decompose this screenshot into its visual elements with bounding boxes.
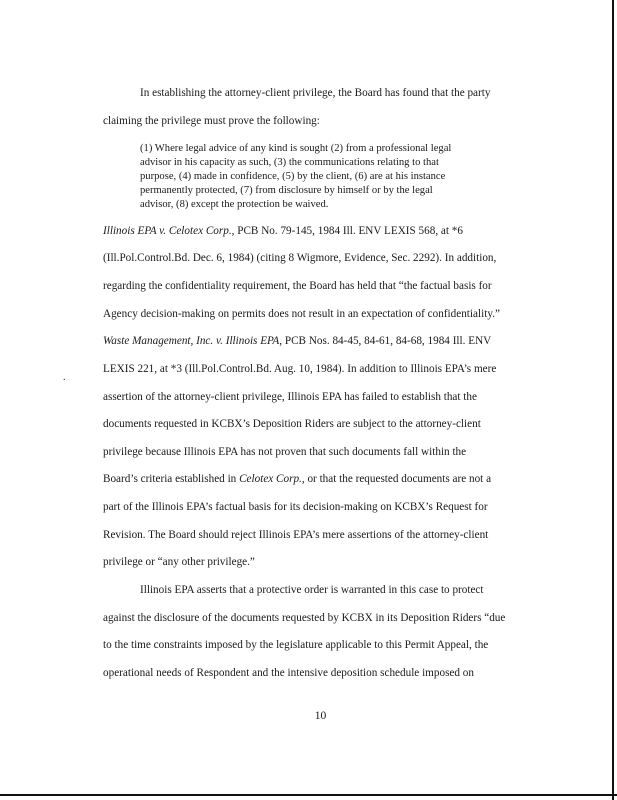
body-line: regarding the confidentiality requirement, the Board has held that “the factual basis for — [103, 280, 492, 292]
body-line: privilege because Illinois EPA has not proven that such documents fall within the — [103, 446, 467, 458]
body-line: In establishing the attorney-client privilege, the Board has found that the party — [140, 87, 491, 99]
case-name: Celotex Corp. — [239, 473, 302, 485]
body-line: part of the Illinois EPA’s factual basis for its decision-making on KCBX’s Request for — [103, 501, 488, 513]
body-line: assertion of the attorney-client privilege, Illinois EPA has failed to establish that the — [103, 391, 477, 403]
body-line: against the disclosure of the documents requested by KCBX in its Deposition Riders “due — [103, 612, 506, 624]
page-edge-right — [612, 0, 614, 800]
body-line: privilege or “any other privilege.” — [103, 556, 255, 568]
block-quote-line: purpose, (4) made in confidence, (5) by the client, (6) are at his instance — [140, 171, 446, 182]
body-line: (Ill.Pol.Control.Bd. Dec. 6, 1984) (citing 8 Wigmore, Evidence, Sec. 2292). In addition, — [103, 252, 497, 264]
page-edge-bottom — [0, 794, 617, 796]
body-line: Board’s criteria established in Celotex Corp., or that the requested documents are not a — [103, 473, 492, 485]
body-line: Agency decision-making on permits does not result in an expectation of confidentiality.” — [103, 308, 500, 320]
body-line: Illinois EPA asserts that a protective order is warranted in this case to protect — [140, 584, 484, 596]
case-name: Waste Management, Inc. v. Illinois EPA — [103, 335, 280, 347]
body-line: Waste Management, Inc. v. Illinois EPA, PCB Nos. 84-45, 84-61, 84-68, 1984 Ill. ENV — [103, 335, 492, 347]
body-line: Revision. The Board should reject Illinois EPA’s mere assertions of the attorney-client — [103, 529, 489, 541]
case-name: Illinois EPA v. Celotex Corp. — [103, 225, 232, 237]
body-line: documents requested in KCBX’s Deposition Riders are subject to the attorney-client — [103, 418, 481, 430]
block-quote-line: advisor in his capacity as such, (3) the communications relating to that — [140, 157, 439, 168]
block-quote-line: permanently protected, (7) from disclosure by himself or by the legal — [140, 185, 433, 196]
body-line: to the time constraints imposed by the legislature applicable to this Permit Appeal, the — [103, 639, 489, 651]
body-line: claiming the privilege must prove the following: — [103, 115, 320, 127]
block-quote-line: advisor, (8) except the protection be waived. — [140, 199, 329, 210]
stray-mark: . — [63, 372, 66, 383]
body-line: operational needs of Respondent and the intensive deposition schedule imposed on — [103, 667, 474, 679]
page-number: 10 — [314, 710, 327, 722]
body-line: LEXIS 221, at *3 (Ill.Pol.Control.Bd. Aug. 10, 1984). In addition to Illinois EPA’s mere — [103, 363, 497, 375]
block-quote-line: (1) Where legal advice of any kind is sought (2) from a professional legal — [140, 143, 452, 154]
body-line: Illinois EPA v. Celotex Corp., PCB No. 79-145, 1984 Ill. ENV LEXIS 568, at *6 — [103, 225, 463, 237]
